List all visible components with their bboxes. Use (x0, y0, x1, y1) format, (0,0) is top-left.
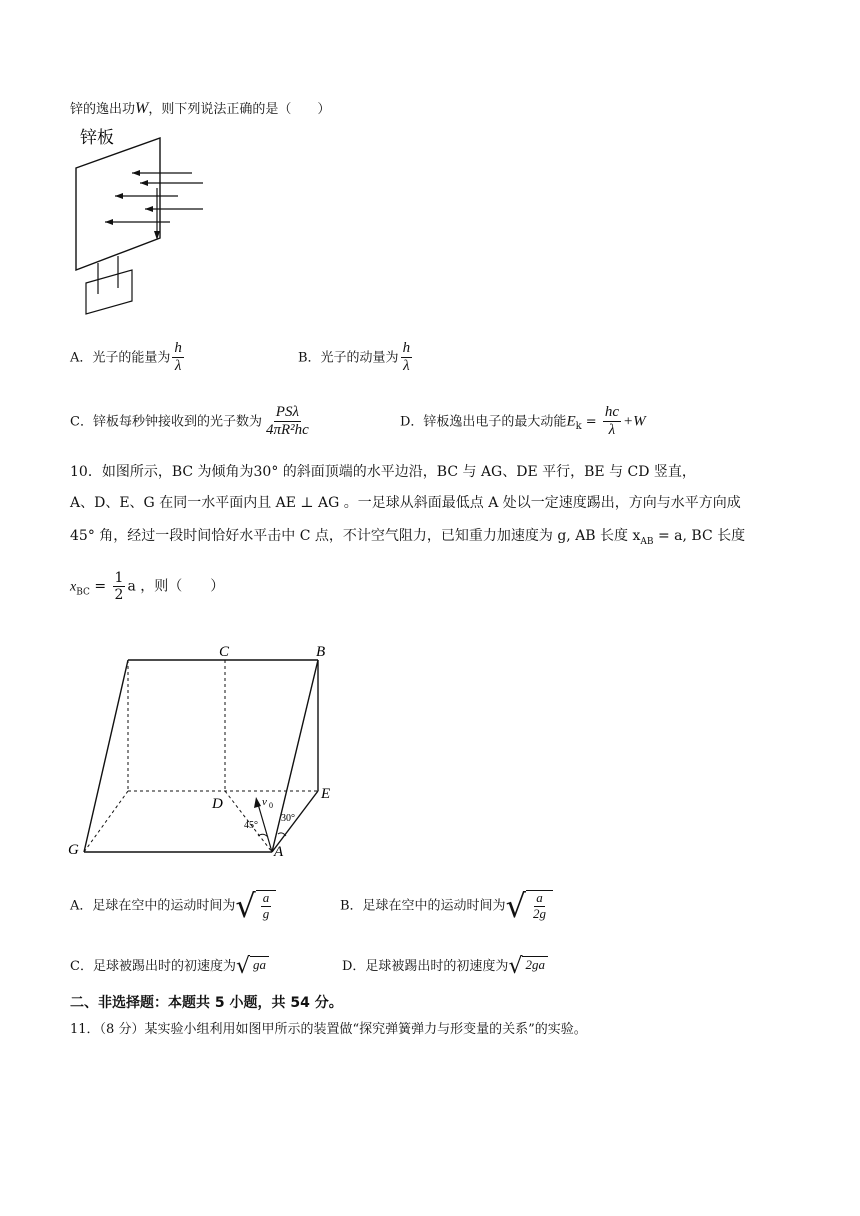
point-d-label: D (212, 796, 223, 812)
q10-b-den: 2g (532, 905, 546, 921)
q10-line3-sub: AB (640, 536, 654, 547)
q9-b-den: λ (403, 358, 410, 375)
point-b-label: B (316, 644, 326, 660)
angle-30-label: 30° (281, 813, 295, 824)
q10-line4 (70, 570, 224, 603)
q10-line3 (70, 525, 745, 547)
q9-d-sub: k (575, 420, 582, 432)
q11-stem: 11．（8 分）某实验小组利用如图甲所示的装置做“探究弹簧弹力与形变量的关系”的实验。 (70, 1022, 587, 1037)
q9-intro (70, 98, 330, 118)
point-c-label: C (219, 644, 230, 660)
q9-c-prefix: C．锌板每秒钟接收到的光子数为 (70, 414, 262, 430)
q10-c-rad: ga (250, 956, 269, 978)
q10-line4-num: 1 (114, 570, 124, 586)
q10-line4-lhs: x (70, 579, 77, 595)
electroscope-box (86, 270, 132, 314)
q10-d-rad: 2ga (522, 956, 548, 978)
q10-option-c: C．足球被踢出时的初速度为 √ ga (70, 955, 269, 978)
q9-a-prefix: A．光子的能量为 (70, 350, 171, 366)
q9-intro-var: W (135, 100, 149, 117)
q9-option-b (298, 340, 414, 376)
q10-line3-text: 45° 角，经过一段时间恰好水平击中 C 点，不计空气阻力，已知重力加速度为 g, AB 长度 x (70, 528, 641, 544)
q9-intro-tail: ，则下列说法正确的是（ ） (148, 102, 331, 117)
slope-figure (60, 636, 350, 866)
q9-a-den: λ (174, 358, 182, 375)
q9-d-num: hc (603, 404, 621, 422)
q9-b-num: h (401, 340, 413, 358)
q9-d-tail: +W (623, 413, 646, 430)
point-g-label: G (68, 842, 79, 858)
zinc-plate-figure (60, 118, 220, 323)
angle-45-label: 45° (244, 820, 258, 831)
q10-line3-tail: = a, BC 长度 (653, 528, 746, 544)
q10-a-prefix: A．足球在空中的运动时间为 (70, 898, 236, 914)
q10-c-prefix: C．足球被踢出时的初速度为 (70, 959, 236, 974)
q10-option-d: D．足球被踢出时的初速度为 √ 2ga (342, 955, 548, 978)
q10-line1: 10．如图所示，BC 为倾角为30° 的斜面顶端的水平边沿，BC 与 AG、DE 平行，BE 与 CD 竖直， (70, 464, 696, 480)
q9-intro-text: 锌的逸出功 (70, 102, 136, 117)
q9-b-prefix: B．光子的动量为 (298, 350, 399, 366)
q9-option-a (70, 340, 186, 376)
q9-option-c (70, 404, 313, 440)
q10-option-b: B．足球在空中的运动时间为 √ $\frac{a}{2g}$ (340, 890, 553, 922)
q9-c-den: 4πR²hc (265, 422, 309, 439)
q9-option-d: D．锌板逸出电子的最大动能$E_k$ = $\frac{hc}{\lambda}$ +W (400, 404, 646, 439)
q10-a-num: a (262, 890, 270, 905)
q9-c-num: PSλ (274, 404, 301, 422)
q9-d-prefix: D．锌板逸出电子的最大动能 (400, 414, 567, 430)
v0-label: v (262, 796, 267, 808)
q10-b-num: a (536, 890, 543, 905)
point-e-label: E (321, 786, 331, 802)
v0-arrow (258, 804, 272, 852)
q10-line4-eq: = (89, 578, 111, 595)
q9-d-lhs: E (566, 413, 576, 430)
q10-a-den: g (262, 905, 270, 921)
q10-line4-den: 2 (114, 587, 124, 604)
q10-line4-tail: a ，则（ ） (127, 578, 225, 595)
point-a-label: A (274, 844, 284, 860)
q10-option-a: A．足球在空中的运动时间为 √ $\frac{a}{g}$ (70, 890, 276, 922)
q9-d-den: λ (608, 422, 616, 439)
zinc-plate (76, 138, 160, 270)
section-2-heading: 二、非选择题：本题共 5 小题，共 54 分。 (70, 995, 343, 1011)
q9-a-num: h (172, 340, 184, 358)
q10-line2: A、D、E、G 在同一水平面内且 AE ⊥ AG 。一足球从斜面最低点 A 处以一定速度踢出，方向与水平方向成 (70, 495, 741, 511)
zinc-plate-label: 锌板 (80, 128, 114, 148)
q10-d-prefix: D．足球被踢出时的初速度为 (342, 959, 509, 974)
v0-subscript: 0 (269, 801, 273, 810)
q10-b-prefix: B．足球在空中的运动时间为 (340, 898, 506, 914)
q10-line4-sub: BC (76, 587, 90, 598)
